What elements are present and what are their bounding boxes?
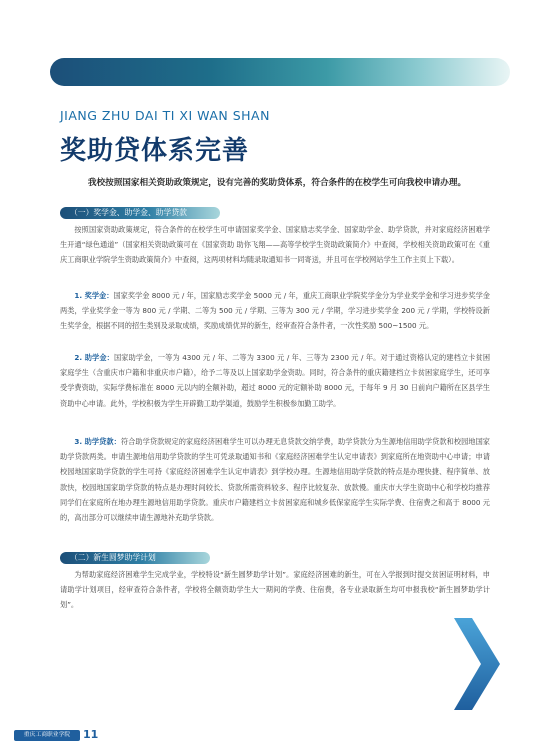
section2-title: （二）新生圆梦助学计划 (70, 553, 156, 562)
chevron-right-icon (448, 614, 504, 714)
section1-item-scholarship (60, 288, 490, 334)
header-gradient-bar (50, 58, 510, 86)
page-number: 11 (83, 728, 99, 741)
section1-title: （一）奖学金、助学金、助学贷款 (70, 208, 187, 217)
section1-item-loan (60, 434, 490, 525)
section1-intro: 按照国家资助政策规定，符合条件的在校学生可申请国家奖学金、国家励志奖学金、国家助学金、助学贷款，并对家庭经济困难学生开通“绿色通道”（国家相关资助政策可在《国家资助 助你飞翔——高等学校学生资助政策简介》中查阅，学校相关资助政策可在《重庆工商职业学院学生资助政策简介》中查阅，这两项材料均随录取通知书一同寄送，并且可在学校网站学生工作主页上下载）。 (60, 225, 490, 265)
scholarship-lead: 1. 奖学金： (74, 291, 114, 300)
section1-item-grant (60, 350, 490, 411)
loan-text: 符合助学贷款规定的家庭经济困难学生可以办理无息贷款交纳学费，助学贷款分为生源地信用助学贷款和校园地国家助学贷款两类。申请生源地信用助学贷款的学生可凭录取通知书和《家庭经济困难学生认定申请表》到家庭所在地资助中心申请；申请校园地国家助学贷款的学生可持《家庭经济困难学生认定申请表》到学校办理。生源地信用助学贷款的特点是办理快捷、程序简单、放款快，校园地国家助学贷款的特点是办理时间较长、贷款所需资料较多、程序比较复杂、放款慢。重庆市大学生资助中心和学校均推荐同学们在家庭所在地办理生源地信用助学贷款。重庆市户籍建档立卡贫困家庭和城乡低保家庭学生实际学费、住宿费之和高于 8000 元的，高出部分可以继续申请生源地补充助学贷款。 (60, 437, 490, 523)
page-title: 奖助贷体系完善 (60, 136, 250, 166)
grant-lead: 2. 助学金： (74, 353, 114, 362)
pinyin-heading: JIANG ZHU DAI TI XI WAN SHAN (60, 108, 270, 123)
grant-text: 国家助学金，一等为 4300 元 / 年、二等为 3300 元 / 年、三等为 2300 元 / 年。对于通过资格认定的建档立卡贫困家庭学生（含重庆市户籍和非重庆市户籍），给予二等及以上国家助学金资助。同时，符合条件的重庆籍建档立卡贫困家庭学生，还可享受学费资助，实际学费标准在 8000 元以内的全额补助，超过 8000 元的定额补助 8000 元，于每年 9 月 30 日前向户籍所在区县学生资助中心申请。此外，学校积极为学生开辟勤工助学渠道，鼓励学生积极参加勤工助学。 (60, 353, 491, 408)
section2-text: 为帮助家庭经济困难学生完成学业，学校特设“新生圆梦助学计划”。家庭经济困难的新生，可在入学报到时提交贫困证明材料，申请助学计划项目，经审查符合条件者，学校将全额资助学生大一期间的学费、住宿费，各专业录取新生均可申报我校“新生圆梦助学计划”。 (60, 570, 490, 610)
loan-lead: 3. 助学贷款： (74, 437, 121, 446)
footer-logo: 重庆工商职业学院 (14, 730, 80, 741)
scholarship-text: 国家奖学金 8000 元 / 年，国家励志奖学金 5000 元 / 年，重庆工商职业学院奖学金分为学业奖学金和学习进步奖学金两类，学业奖学金一等为 800 元 / 学期、二等为 500 元 / 学期、三等为 300 元 / 学期，学习进步奖学金 200 元 / 学期，学校特设新生奖学金，根据不同的招生类别及录取成绩，奖励成绩优异的新生，经审查符合条件者，一次性奖励 500~1500 元。 (60, 291, 490, 331)
page-subtitle: 我校按照国家相关资助政策规定，设有完善的奖助贷体系，符合条件的在校学生可向我校申请办理。 (87, 178, 467, 188)
